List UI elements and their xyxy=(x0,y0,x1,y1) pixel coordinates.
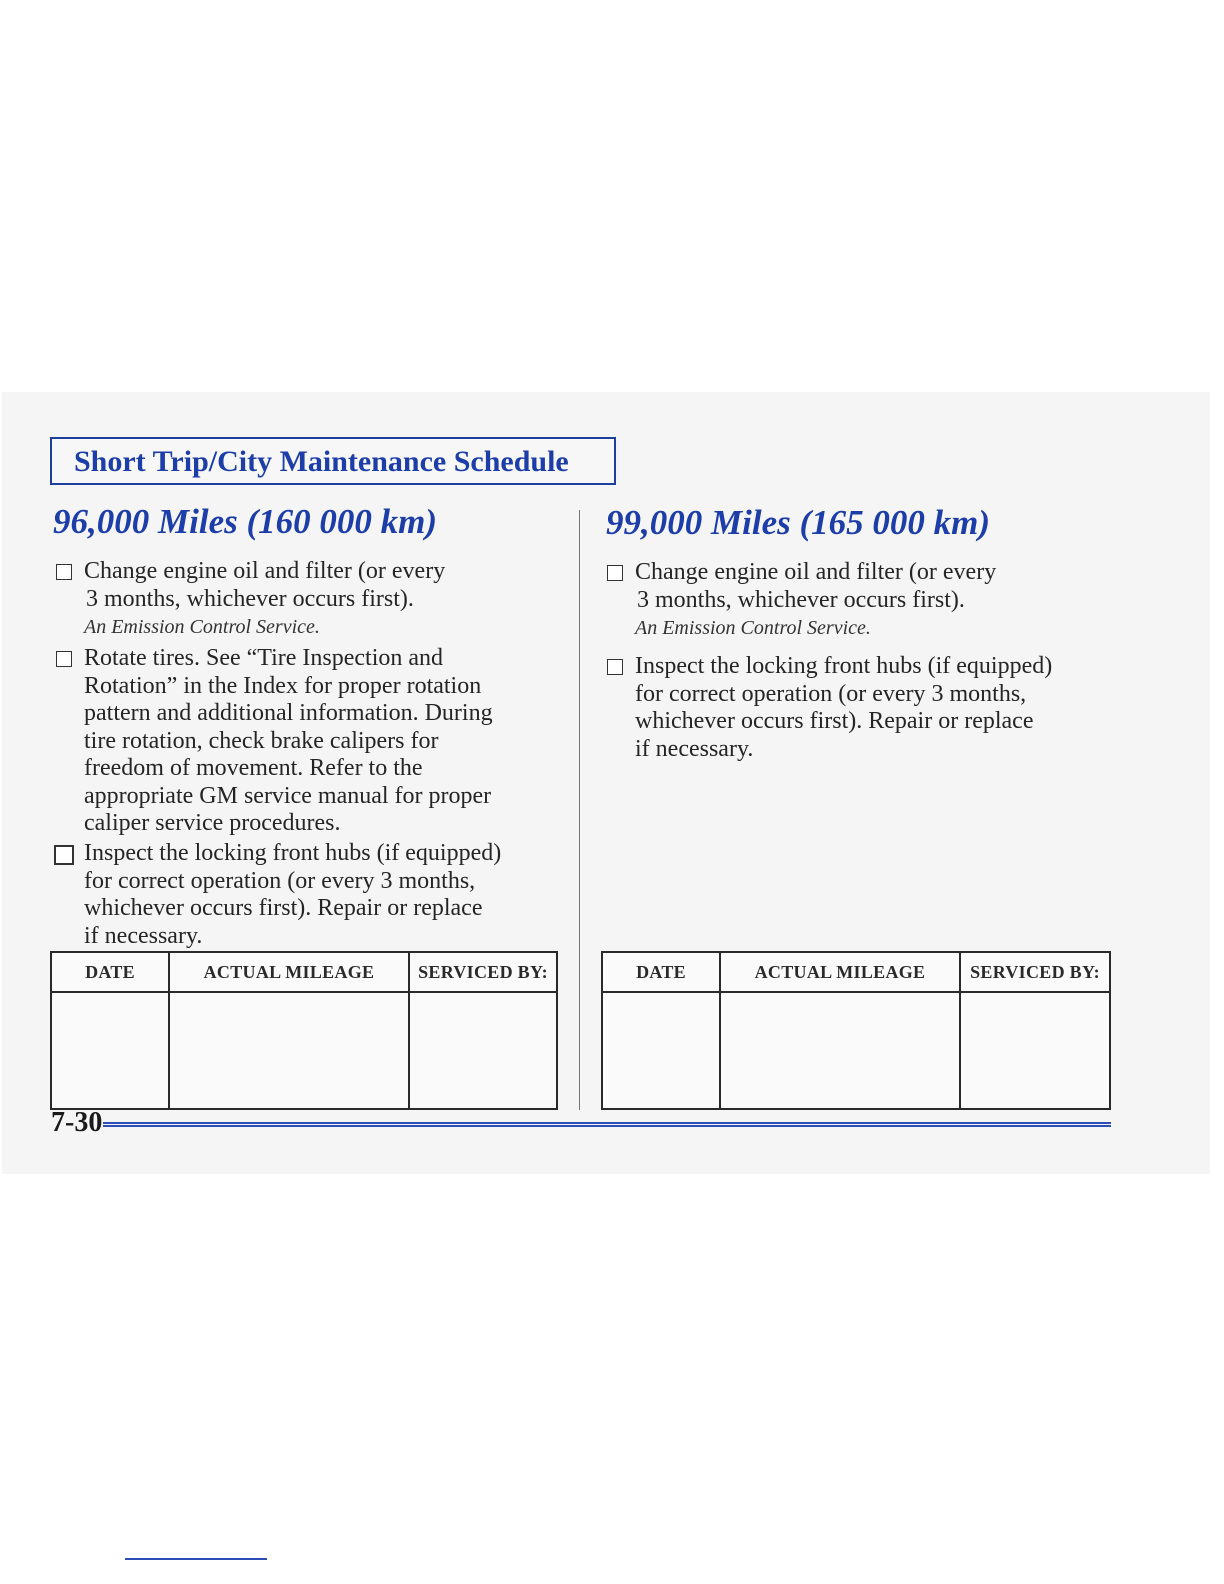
right-service-record-table xyxy=(601,951,1111,1110)
column-divider xyxy=(579,510,580,1110)
checkbox-icon[interactable] xyxy=(54,845,74,865)
right-item-inspect-hubs: Inspect the locking front hubs (if equipped) for correct operation (or every 3 months, whichever occurs first). Repair or replace if necessary. xyxy=(635,653,1052,763)
checkbox-icon[interactable] xyxy=(607,659,623,675)
serviced-by-header: SERVICED BY: xyxy=(409,952,557,992)
left-item-rotate-tires: Rotate tires. See “Tire Inspection and Rotation” in the Index for proper rotation pattern and additional information. During tire rotation, check brake calipers for freedom of movement. Refer to the appropriate GM service manual for proper caliper service procedures. xyxy=(84,645,493,838)
mileage-cell[interactable] xyxy=(720,992,960,1109)
emission-note: An Emission Control Service. xyxy=(84,616,320,638)
mileage-header: ACTUAL MILEAGE xyxy=(169,952,409,992)
checkbox-icon[interactable] xyxy=(56,651,72,667)
serviced-by-cell[interactable] xyxy=(960,992,1110,1109)
mileage-header: ACTUAL MILEAGE xyxy=(720,952,960,992)
right-mileage-heading: 99,000 Miles (165 000 km) xyxy=(606,503,991,542)
left-mileage-heading: 96,000 Miles (160 000 km) xyxy=(53,502,438,541)
left-item-inspect-hubs: Inspect the locking front hubs (if equipped) for correct operation (or every 3 months, whichever occurs first). Repair or replace if necessary. xyxy=(84,840,501,950)
checkbox-icon[interactable] xyxy=(607,565,623,581)
right-item-oil-change: Change engine oil and filter (or every 3 months, whichever occurs first). An Emission Control Service. xyxy=(635,559,996,642)
serviced-by-cell[interactable] xyxy=(409,992,557,1109)
left-service-record-table xyxy=(50,951,558,1110)
serviced-by-header: SERVICED BY: xyxy=(960,952,1110,992)
page-number: 7-30 xyxy=(51,1107,103,1138)
emission-note: An Emission Control Service. xyxy=(635,617,871,639)
footer-rule xyxy=(103,1122,1111,1127)
date-cell[interactable] xyxy=(602,992,720,1109)
mileage-cell[interactable] xyxy=(169,992,409,1109)
section-title-box xyxy=(50,437,616,485)
checkbox-icon[interactable] xyxy=(56,564,72,580)
date-header: DATE xyxy=(602,952,720,992)
bottom-footnote-line xyxy=(125,1558,267,1560)
left-item-oil-change: Change engine oil and filter (or every 3 months, whichever occurs first). An Emission Control Service. xyxy=(84,558,445,641)
date-header: DATE xyxy=(51,952,169,992)
section-title: Short Trip/City Maintenance Schedule xyxy=(74,445,569,478)
date-cell[interactable] xyxy=(51,992,169,1109)
